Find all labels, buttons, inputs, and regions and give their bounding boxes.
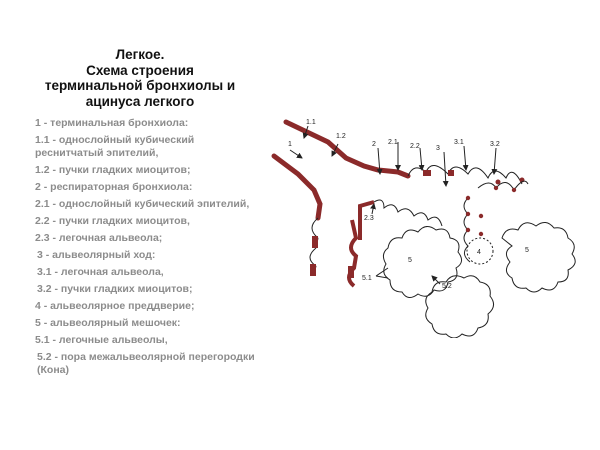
legend-item: 2 - респираторная бронхиола: <box>35 181 193 193</box>
legend-item: 2.3 - легочная альвеола; <box>35 232 163 244</box>
legend-item: 3 - альвеолярный ход: <box>37 249 156 261</box>
title-line-4: ацинуса легкого <box>85 93 195 109</box>
title-line-1: Легкое. <box>115 47 165 62</box>
label-5-1: 5.1 <box>362 275 372 282</box>
legend-item: 5 - альвеолярный мешочек: <box>35 317 181 329</box>
legend-item: 1.1 - однослойный кубический реснитчатый эпителий, <box>35 134 195 159</box>
alveolar-sac-lower <box>426 276 494 338</box>
label-5-right: 5 <box>525 247 529 254</box>
alveolar-sac-right <box>502 222 575 292</box>
legend-list <box>35 117 255 381</box>
label-2-1: 2.1 <box>388 139 398 146</box>
label-2-3: 2.3 <box>364 215 374 222</box>
label-3-1: 3.1 <box>454 139 464 146</box>
legend-item: 2.1 - однослойный кубический эпителий, <box>35 198 250 210</box>
label-2: 2 <box>372 141 376 148</box>
legend-item: 5.1 - легочные альвеолы, <box>35 334 168 346</box>
legend-item: 1 - терминальная бронхиола: <box>35 117 189 129</box>
bronchiole-wall-lower <box>274 156 320 218</box>
label-1-2: 1.2 <box>336 133 346 140</box>
legend-item: 2.2 - пучки гладких миоцитов, <box>35 215 190 227</box>
slide-title <box>30 47 250 109</box>
label-3-2: 3.2 <box>490 141 500 148</box>
legend-item: 1.2 - пучки гладких миоцитов; <box>35 164 191 176</box>
label-5-left: 5 <box>408 257 412 264</box>
acinus-diagram <box>268 108 598 338</box>
label-3: 3 <box>436 145 440 152</box>
legend-item: 4 - альвеолярное преддверие; <box>35 300 195 312</box>
label-2-2: 2.2 <box>410 143 420 150</box>
label-5-2: 5.2 <box>442 283 452 290</box>
title-line-2: Схема строения <box>86 62 194 78</box>
bronchiole-wall-upper <box>286 122 408 176</box>
legend-item: 3.1 - легочная альвеола, <box>37 266 164 278</box>
legend-item: 5.2 - пора межальвеолярной перегородки (Кона) <box>37 351 255 376</box>
label-1: 1 <box>288 141 292 148</box>
label-1-1: 1.1 <box>306 119 316 126</box>
label-4: 4 <box>477 249 481 256</box>
legend-item: 3.2 - пучки гладких миоцитов; <box>37 283 193 295</box>
title-line-3: терминальной бронхиолы и <box>44 78 236 93</box>
